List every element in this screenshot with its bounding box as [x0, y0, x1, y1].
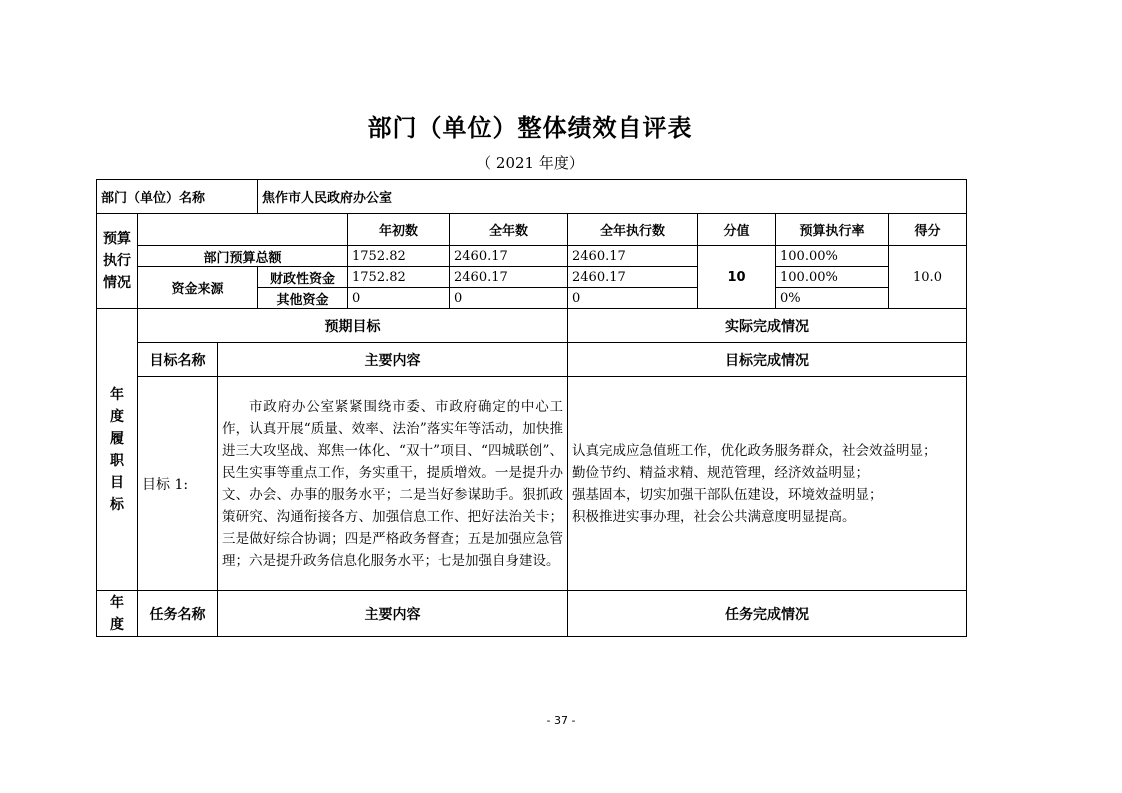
fiscal-rate: 100.00%	[776, 267, 889, 288]
goals-subheader-row	[97, 343, 967, 377]
page-number: - 37 -	[546, 714, 576, 727]
goal-name-header: 目标名称	[138, 343, 218, 377]
task-content-header: 主要内容	[218, 591, 568, 637]
page-subtitle-year: （ 2021 年度）	[476, 154, 584, 172]
score-value: 10	[698, 246, 776, 309]
fiscal-label: 财政性资金	[258, 267, 348, 288]
page-title: 部门（单位）整体绩效自评表	[367, 114, 693, 142]
header-initial: 年初数	[348, 214, 450, 246]
goal-1-name: 目标 1:	[138, 377, 218, 591]
task-name-header: 任务名称	[138, 591, 218, 637]
total-initial: 1752.82	[348, 246, 450, 267]
result-line: 积极推进实事办理，社会公共满意度明显提高。	[572, 508, 856, 525]
score: 10.0	[889, 246, 967, 309]
goal-1-result	[568, 377, 967, 591]
goals-section-label: 年 度 履 职 目 标	[97, 309, 138, 591]
dept-row	[97, 180, 967, 214]
budget-fiscal-row	[97, 267, 967, 288]
goal-1-content: 市政府办公室紧紧围绕市委、市政府确定的中心工作，认真开展“质量、效率、法治”落实年等活动，加快推进三大攻坚战、郑焦一体化、“双十”项目、“四城联创”、民生实事等重点工作，务实重干，提质增效。一是提升办文、办会、办事的服务水平；二是当好参谋助手。狠抓政策研究、沟通衔接各方、加强信息工作、把好法治关卡；三是做好综合协调；四是严格政务督查；五是加强应急管理；六是提升政务信息化服务水平；七是加强自身建设。	[218, 377, 568, 591]
budget-section-label: 预算 执行 情况	[97, 214, 138, 309]
result-line: 认真完成应急值班工作，优化政务服务群众，社会效益明显；	[572, 442, 937, 459]
other-initial: 0	[348, 288, 450, 309]
header-executed: 全年执行数	[568, 214, 698, 246]
total-rate: 100.00%	[776, 246, 889, 267]
result-line: 强基固本，切实加强干部队伍建设，环境效益明显；	[572, 486, 883, 503]
header-score-value: 分值	[698, 214, 776, 246]
fiscal-initial: 1752.82	[348, 267, 450, 288]
fiscal-annual: 2460.17	[450, 267, 568, 288]
other-executed: 0	[568, 288, 698, 309]
budget-total-row	[97, 246, 967, 267]
expected-goal-header: 预期目标	[138, 309, 568, 343]
header-score: 得分	[889, 214, 967, 246]
other-label: 其他资金	[258, 288, 348, 309]
source-label: 资金来源	[138, 267, 258, 309]
goal-1-row	[97, 377, 967, 591]
performance-table	[96, 179, 967, 637]
task-completion-header: 任务完成情况	[568, 591, 967, 637]
dept-label: 部门（单位）名称	[97, 180, 258, 214]
budget-header-row	[97, 214, 967, 246]
result-line: 勤俭节约、精益求精、规范管理，经济效益明显；	[572, 464, 869, 481]
fiscal-executed: 2460.17	[568, 267, 698, 288]
dept-value: 焦作市人民政府办公室	[258, 180, 967, 214]
other-annual: 0	[450, 288, 568, 309]
actual-completion-header: 实际完成情况	[568, 309, 967, 343]
tasks-section-label: 年 度	[97, 591, 138, 637]
tasks-header-row	[97, 591, 967, 637]
total-annual: 2460.17	[450, 246, 568, 267]
header-rate: 预算执行率	[776, 214, 889, 246]
goal-content-header: 主要内容	[218, 343, 568, 377]
other-rate: 0%	[776, 288, 889, 309]
goal-completion-header: 目标完成情况	[568, 343, 967, 377]
header-annual: 全年数	[450, 214, 568, 246]
goals-header-row	[97, 309, 967, 343]
total-label: 部门预算总额	[138, 246, 348, 267]
budget-header-blank	[138, 214, 348, 246]
total-executed: 2460.17	[568, 246, 698, 267]
